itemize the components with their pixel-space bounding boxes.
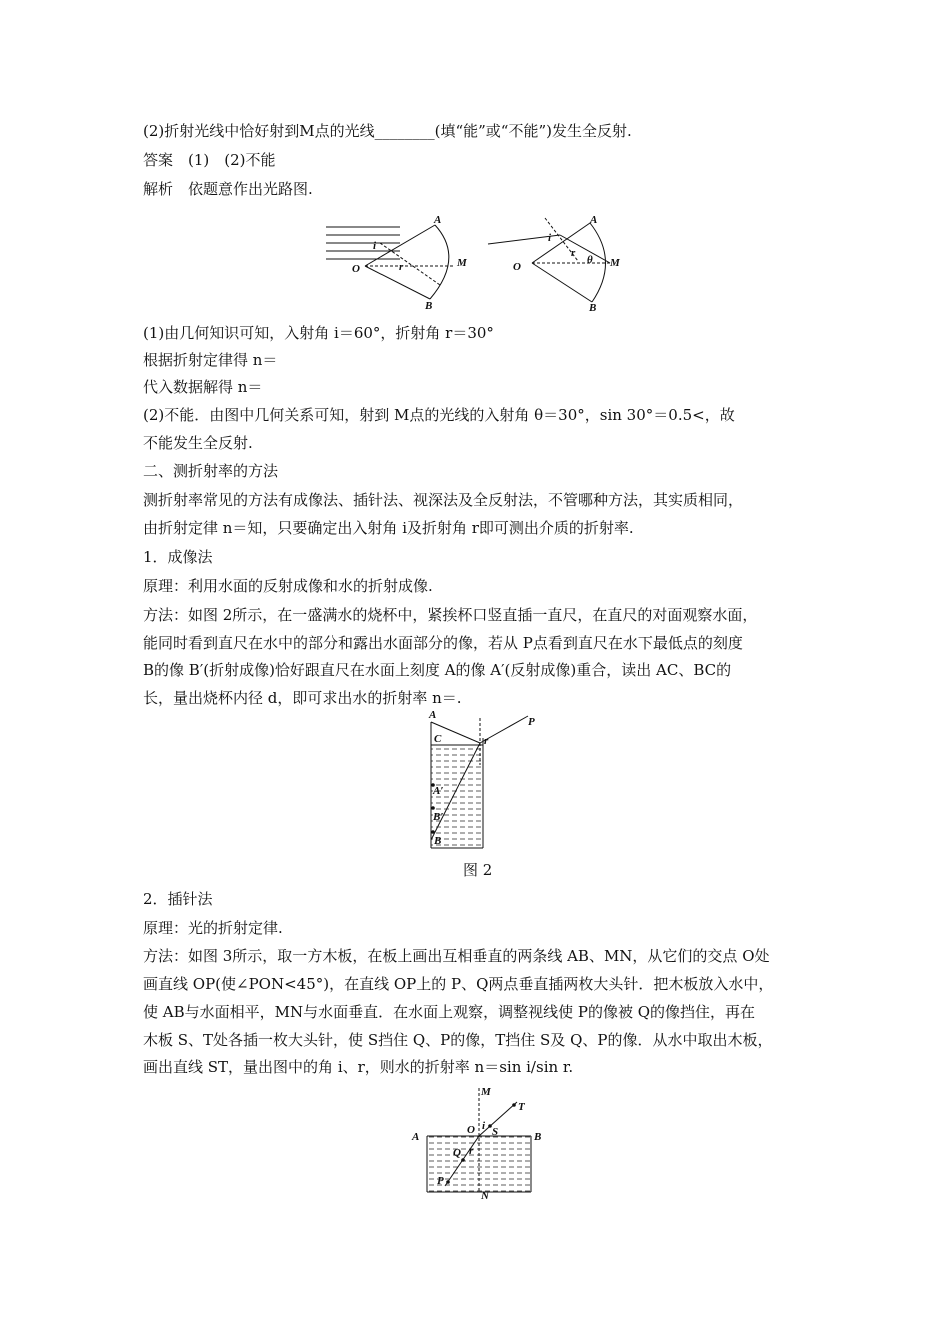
- text-line-4: (1)由几何知识可知，入射角 i＝60°，折射角 r＝30°: [143, 324, 494, 342]
- fig3-label-b: B: [534, 1131, 542, 1143]
- text-line-20: 方法：如图 3所示，取一方木板，在板上画出互相垂直的两条线 AB、MN，从它们的交点 O处: [143, 947, 770, 965]
- fig2-label-a: A: [429, 709, 437, 721]
- figure-1-light-path: [320, 213, 660, 313]
- fig3-label-t: T: [518, 1101, 525, 1113]
- fig1-right-label-b: B: [589, 302, 597, 314]
- text-line-21: 画直线 OP(使∠PON<45°)，在直线 OP上的 P、Q两点垂直插两枚大头针．把木板放入水中，: [143, 975, 774, 993]
- text-line-11: 由折射定律 n＝知，只要确定出入射角 i及折射角 r即可测出介质的折射率.: [143, 519, 634, 537]
- text-line-16: B的像 B′(折射成像)恰好跟直尺在水面上刻度 A的像 A′(反射成像)重合，读出 AC、BC的: [143, 661, 732, 679]
- section-heading-methods: 二、测折射率的方法: [143, 462, 279, 480]
- text-line-13: 原理：利用水面的反射成像和水的折射成像.: [143, 577, 433, 595]
- fig1-right-label-a: A: [590, 214, 598, 226]
- fig2-label-b: B: [434, 835, 442, 847]
- text-line-7: (2)不能．由图中几何关系可知，射到 M点的光线的入射角 θ＝30°，sin 30°＝0.5<，故: [143, 406, 735, 424]
- fig1-right-label-r: r: [571, 247, 576, 259]
- fig1-left-label-b: B: [425, 300, 433, 312]
- fig2-label-a-prime: A′: [433, 785, 444, 797]
- fig1-right-label-i: i: [548, 232, 552, 244]
- subheading-pin-method: 2．插针法: [143, 890, 213, 908]
- fig1-right-label-theta: θ: [587, 254, 593, 266]
- fig2-label-r: r: [484, 735, 489, 747]
- figure-2-beaker: [420, 710, 560, 850]
- text-line-10: 测折射率常见的方法有成像法、插针法、视深法及全反射法，不管哪种方法，其实质相同，: [143, 491, 744, 509]
- text-line-24: 画出直线 ST，量出图中的角 i、r，则水的折射率 n＝sin i/sin r.: [143, 1058, 574, 1076]
- figure-3-pin-method: [405, 1080, 555, 1205]
- fig3-label-m: M: [481, 1086, 491, 1098]
- fig1-right-label-o: O: [513, 261, 521, 273]
- fig1-left-label-o: O: [352, 263, 360, 275]
- figure-1-left: [326, 225, 455, 299]
- fig3-label-i: i: [482, 1120, 486, 1132]
- text-line-17: 长，量出烧杯内径 d，即可求出水的折射率 n＝.: [143, 689, 462, 707]
- text-line-15: 能同时看到直尺在水中的部分和露出水面部分的像，若从 P点看到直尺在水下最低点的刻度: [143, 634, 743, 652]
- answer-line: 答案 (1) (2)不能: [143, 151, 276, 169]
- text-line-22: 使 AB与水面相平，MN与水面垂直．在水面上观察，调整视线使 P的像被 Q的像挡住，再在: [143, 1003, 756, 1021]
- fig3-label-r: r: [469, 1145, 474, 1157]
- text-line-8: 不能发生全反射.: [143, 434, 253, 452]
- fig2-label-p: P: [528, 716, 535, 728]
- text-line-1: (2)折射光线中恰好射到M点的光线________(填“能”或“不能”)发生全反射.: [143, 122, 632, 140]
- figure-2-caption: 图 2: [463, 861, 493, 879]
- figure-1-right: [488, 218, 612, 302]
- fig1-left-label-i: i: [373, 240, 377, 252]
- fig3-label-o: O: [467, 1124, 475, 1136]
- fig3-label-q: Q: [453, 1147, 461, 1159]
- fig3-label-s: S: [492, 1126, 499, 1138]
- text-line-23: 木板 S、T处各插一枚大头针，使 S挡住 Q、P的像，T挡住 S及 Q、P的像．从水中取出木板，: [143, 1031, 773, 1049]
- fig1-left-label-r: r: [399, 261, 404, 273]
- text-line-19: 原理：光的折射定律.: [143, 919, 283, 937]
- fig3-label-a: A: [412, 1131, 420, 1143]
- fig3-label-n: N: [481, 1190, 489, 1202]
- fig1-left-label-m: M: [457, 257, 467, 269]
- text-line-6: 代入数据解得 n＝: [143, 378, 263, 396]
- fig2-label-c: C: [434, 733, 442, 745]
- subheading-imaging-method: 1．成像法: [143, 548, 213, 566]
- fig3-label-p: P: [437, 1175, 444, 1187]
- text-line-5: 根据折射定律得 n＝: [143, 351, 278, 369]
- fig2-label-b-prime: B′: [433, 811, 444, 823]
- analysis-line: 解析 依题意作出光路图.: [143, 180, 313, 198]
- text-line-14: 方法：如图 2所示，在一盛满水的烧杯中，紧挨杯口竖直插一直尺，在直尺的对面观察水面，: [143, 606, 758, 624]
- fig1-right-label-m: M: [610, 257, 620, 269]
- fig1-left-label-a: A: [434, 214, 442, 226]
